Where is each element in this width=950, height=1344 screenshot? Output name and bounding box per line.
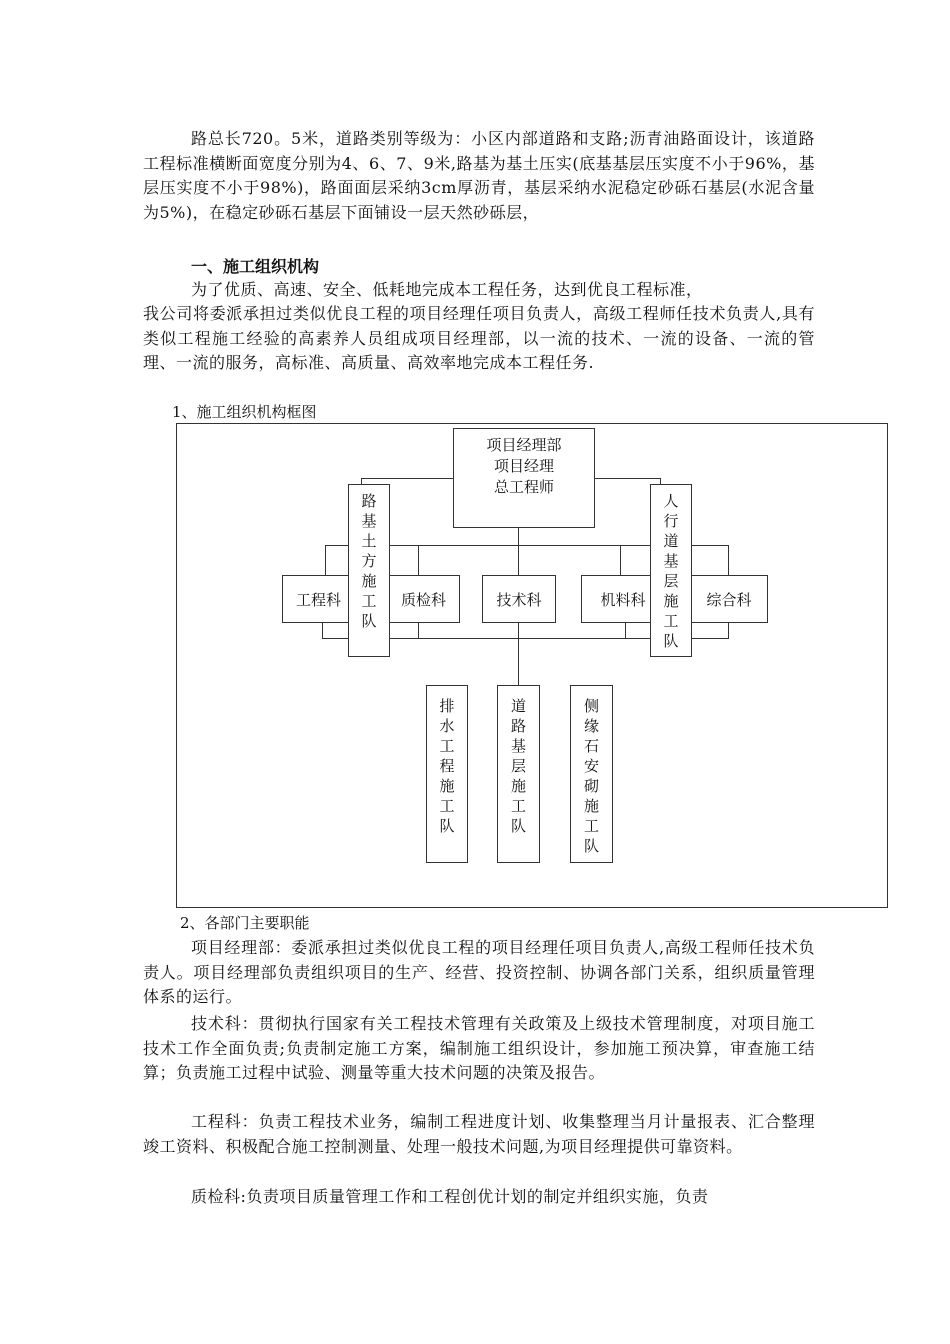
team-char: 队 (583, 837, 599, 855)
team-char: 工 (439, 797, 455, 815)
connector-line (594, 478, 660, 479)
road-base-team (497, 685, 540, 863)
team-char: 施 (583, 797, 599, 815)
team-char: 层 (663, 572, 679, 590)
team-char: 队 (510, 817, 526, 835)
team-char: 排 (439, 697, 455, 715)
team-char: 层 (510, 757, 526, 775)
team-char: 基 (663, 552, 679, 570)
team-char: 队 (361, 612, 377, 630)
team-char: 水 (439, 717, 455, 735)
connector-line (418, 545, 419, 575)
connector-line (361, 478, 453, 479)
subgrade-earthwork-team (348, 484, 390, 657)
team-char: 行 (663, 512, 679, 530)
team-char: 缘 (583, 717, 599, 735)
duty-technical: 技术科：贯彻执行国家有关工程技术管理有关政策及上级技术管理制度，对项目施工技术工作全面负责;负责制定施工方案，编制施工组织设计，参加施工预决算，审查施工结算；负责施工过程中试验、测量等重大技术问题的决策及报告。 (143, 1014, 815, 1082)
duties-caption: 2、各部门主要职能 (180, 914, 310, 932)
team-char: 道 (663, 532, 679, 550)
team-char: 安 (583, 757, 599, 775)
connector-line (325, 545, 326, 575)
drainage-team (426, 685, 468, 863)
connector-line (518, 527, 519, 575)
team-char: 工 (510, 797, 526, 815)
team-char: 石 (583, 737, 599, 755)
project-manager-box (453, 428, 595, 528)
chart-caption: 1、施工组织机构框图 (172, 403, 317, 421)
connector-line (728, 545, 729, 575)
section-heading: 一、施工组织机构 (191, 257, 320, 276)
connector-line (518, 623, 519, 685)
team-char: 基 (361, 512, 377, 530)
top-box-line: 项目经理 (493, 457, 554, 475)
connector-line (620, 545, 621, 575)
duty-engineering: 工程科：负责工程技术业务，编制工程进度计划、收集整理当月计量报表、汇合整理竣工资料、积极配合施工控制测量、处理一般技术问题,为项目经理提供可靠资料。 (143, 1112, 815, 1156)
team-char: 施 (439, 777, 455, 795)
team-char: 施 (361, 572, 377, 590)
team-char: 队 (663, 632, 679, 650)
connector-line (322, 623, 323, 638)
dept-materials: 机料科 (581, 575, 665, 623)
team-char: 路 (510, 717, 526, 735)
team-char: 方 (361, 552, 377, 570)
connector-line (728, 623, 729, 638)
team-char: 队 (439, 817, 455, 835)
dept-technical: 技术科 (482, 575, 556, 623)
org-paragraph-line1: 为了优质、高速、安全、低耗地完成本工程任务，达到优良工程标准， (191, 280, 703, 299)
team-char: 工 (663, 612, 679, 630)
team-char: 侧 (583, 697, 599, 715)
team-char: 工 (439, 737, 455, 755)
team-char: 工 (361, 592, 377, 610)
duty-quality: 质检科:负责项目质量管理工作和工程创优计划的制定并组织实施，负责 (191, 1187, 709, 1206)
top-box-line: 项目经理部 (486, 436, 562, 454)
org-paragraph: 我公司将委派承担过类似优良工程的项目经理任项目负责人，高级工程师任技术负责人,具有类似工程施工经验的高素养人员组成项目经理部，以一流的技术、一流的设备、一流的管理、一流的服务，高标准、高质量、高效率地完成本工程任务. (143, 304, 815, 372)
intro-paragraph: 路总长720。5米，道路类别等级为：小区内部道路和支路;沥青油路面设计，该道路工程标准横断面宽度分别为4、6、7、9米,路基为基土压实(底基基层压实度不小于96%，基层压实度不小于98%)，路面面层采纳3cm厚沥青，基层采纳水泥稳定砂砾石基层(水泥含量为5%)，在稳定砂砾石基层下面铺设一层天然砂砾层， (143, 129, 815, 222)
curb-stone-team (570, 685, 613, 863)
top-box-line: 总工程师 (493, 478, 554, 496)
team-char: 砌 (583, 777, 599, 795)
team-char: 程 (439, 757, 455, 775)
team-char: 土 (361, 532, 377, 550)
team-char: 施 (663, 592, 679, 610)
dept-quality: 质检科 (387, 575, 460, 623)
dept-general: 综合科 (690, 575, 768, 623)
team-char: 道 (510, 697, 526, 715)
team-char: 工 (583, 817, 599, 835)
sidewalk-base-team (650, 484, 692, 657)
team-char: 路 (361, 492, 377, 510)
connector-line (625, 623, 626, 638)
dept-engineering: 工程科 (282, 575, 355, 623)
connector-line (418, 623, 419, 638)
duty-project-department: 项目经理部：委派承担过类似优良工程的项目经理任项目负责人,高级工程师任技术负责人。项目经理部负责组织项目的生产、经营、投资控制、协调各部门关系，组织质量管理体系的运行。 (143, 938, 815, 1006)
team-char: 人 (663, 492, 679, 510)
team-char: 施 (510, 777, 526, 795)
team-char: 基 (510, 737, 526, 755)
